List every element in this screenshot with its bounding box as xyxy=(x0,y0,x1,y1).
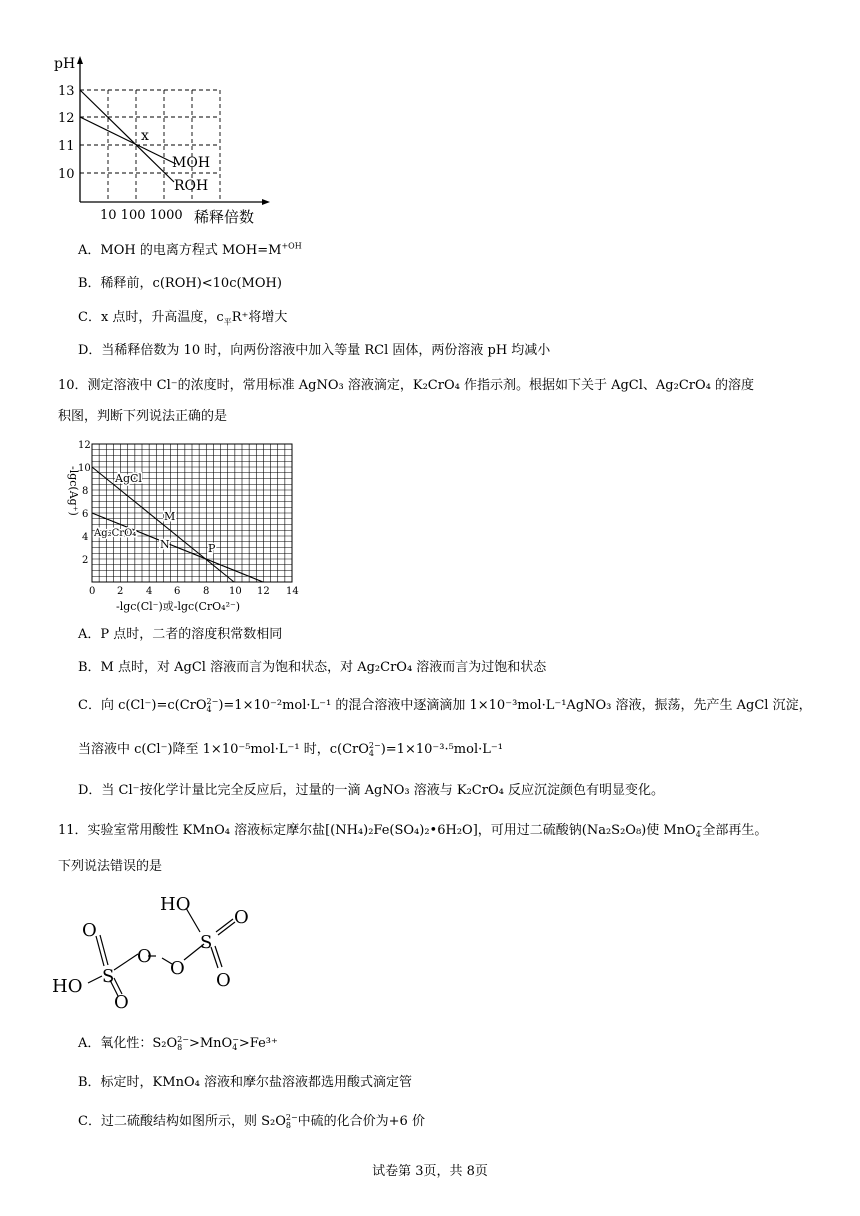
xtick: 2 xyxy=(117,586,124,597)
n-label: N xyxy=(160,538,170,551)
ho-group: HO xyxy=(52,976,83,997)
cro4-ion: CrO xyxy=(179,698,207,713)
q9-option-a: A．MOH 的电离方程式 $MOH=M^{+OH}$ xyxy=(78,241,302,258)
xlabel: -lgc(Cl⁻)或-lgc(CrO₄²⁻) xyxy=(116,600,241,613)
ph-dilution-chart xyxy=(48,52,288,232)
xtick: 0 xyxy=(89,586,96,597)
q11-option-c: C．过二硫酸结构如图所示，则 S₂O 2− 8 中硫的化合价为+6 价 xyxy=(78,1112,425,1130)
m-label: M xyxy=(164,510,176,523)
q10-stem-1: 10．测定溶液中 Cl⁻的浓度时，常用标准 AgNO₃ 溶液滴定，K₂CrO₄ 作指示剂。根据如下关于 AgCl、Ag₂CrO₄ 的溶度 xyxy=(58,378,754,393)
cro4-ion: CrO xyxy=(342,742,369,757)
xtick: 8 xyxy=(203,586,210,597)
ytick: 4 xyxy=(82,532,89,543)
ytick-13: 13 xyxy=(58,84,75,99)
ytick: 6 xyxy=(82,509,89,520)
peroxodisulfuric-acid-structure xyxy=(48,888,268,1010)
q9-option-b: B．稀释前，c(ROH)<10c(MOH) xyxy=(78,276,282,291)
q10-stem-2: 积图，判断下列说法正确的是 xyxy=(58,409,228,424)
q10-option-c-1: C．向 c(Cl⁻)=c(CrO 2− 4 )=1×10⁻²mol·L⁻¹ 的混合溶液中逐滴滴加 1×10⁻³mol·L⁻¹AgNO₃ 溶液，振荡，先产生 AgCl 沉淀， xyxy=(78,696,812,714)
o-atom: O xyxy=(170,958,185,979)
xlabel: 稀释倍数 xyxy=(194,208,255,226)
ylabel: pH xyxy=(54,56,76,72)
o-atom: O xyxy=(137,946,152,967)
o-atom: O xyxy=(234,907,249,928)
moh-label: MOH xyxy=(172,155,211,171)
p-label: P xyxy=(208,542,216,555)
q10-option-c-2: 当溶液中 c(Cl⁻)降至 1×10⁻⁵mol·L⁻¹ 时，c(CrO 2− 4 )=1×10⁻³·⁵mol·L⁻¹ xyxy=(78,740,503,758)
s-atom: S xyxy=(200,932,213,953)
q10-option-d: D．当 Cl⁻按化学计量比完全反应后，过量的一滴 AgNO₃ 溶液与 K₂CrO₄ 反应沉淀颜色有明显变化。 xyxy=(78,783,664,798)
ksp-chart xyxy=(58,436,318,616)
xtick: 10 xyxy=(229,586,242,597)
xtick: 14 xyxy=(286,586,299,597)
q11-stem-2: 下列说法错误的是 xyxy=(58,859,163,874)
q9-option-d: D．当稀释倍数为 10 时，向两份溶液中加入等量 RCl 固体，两份溶液 pH 均减小 xyxy=(78,343,551,358)
page-footer: 试卷第 3页，共 8页 xyxy=(372,1164,488,1179)
ylabel: -lgc(Ag⁺) xyxy=(67,466,80,516)
roh-label: ROH xyxy=(174,178,209,194)
ag2cro4-label: Ag₂CrO₄ xyxy=(94,528,137,539)
ytick-10: 10 xyxy=(58,167,75,182)
point-x-label: x xyxy=(141,128,149,144)
xtick: 12 xyxy=(257,586,270,597)
q10-option-a: A．P 点时，二者的溶度积常数相同 xyxy=(78,627,283,642)
ho-group: HO xyxy=(160,894,191,915)
s-atom: S xyxy=(102,966,115,987)
q11-stem-1: 11．实验室常用酸性 KMnO₄ 溶液标定摩尔盐[(NH₄)₂Fe(SO₄)₂•6H₂O]，可用过二硫酸钠(Na₂S₂O₈)使 MnO − 4 全部再生。 xyxy=(58,821,768,839)
xtick: 4 xyxy=(146,586,153,597)
agcl-label: AgCl xyxy=(115,472,142,485)
ytick: 12 xyxy=(78,440,91,451)
xtick: 6 xyxy=(174,586,181,597)
o-atom: O xyxy=(216,970,231,991)
ytick: 8 xyxy=(82,486,89,497)
o-atom: O xyxy=(82,920,97,941)
ytick-12: 12 xyxy=(58,111,75,126)
ytick: 10 xyxy=(78,463,91,474)
ytick-11: 11 xyxy=(58,139,75,154)
o-atom: O xyxy=(114,992,129,1010)
q11-option-b: B．标定时，KMnO₄ 溶液和摩尔盐溶液都选用酸式滴定管 xyxy=(78,1075,412,1090)
q10-option-b: B．M 点时，对 AgCl 溶液而言为饱和状态，对 Ag₂CrO₄ 溶液而言为过饱和状态 xyxy=(78,660,547,675)
q9-option-c: C．x 点时，升高温度，$c_平R^+$将增大 xyxy=(78,310,288,327)
ytick: 2 xyxy=(82,555,89,566)
q11-option-a: A．氧化性：S₂O 2− 8 >MnO − 4 >Fe³⁺ xyxy=(78,1034,278,1052)
xtick-labels: 10 100 1000 xyxy=(100,208,183,223)
